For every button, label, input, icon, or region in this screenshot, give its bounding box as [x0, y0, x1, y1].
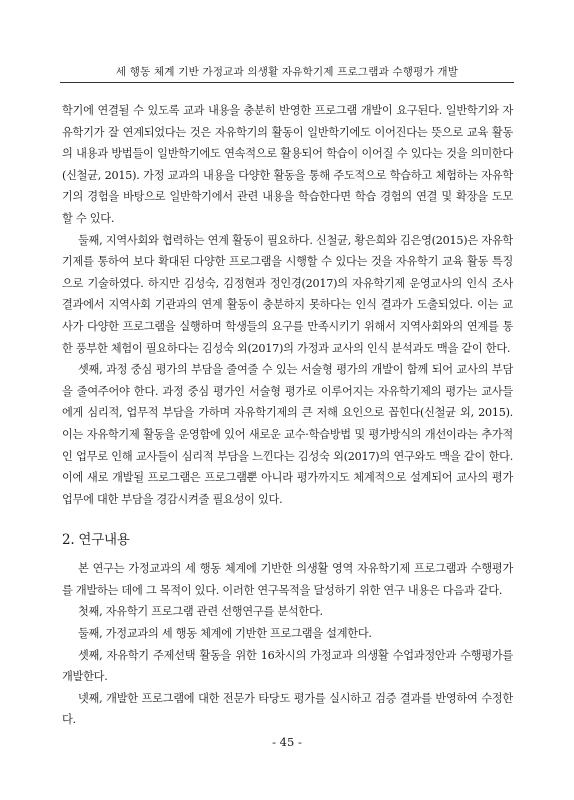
research-item-4: 넷째, 개발한 프로그램에 대한 전문가 타당도 평가를 실시하고 검증 결과를 반영하여 수정한다. [62, 691, 513, 727]
paragraph-third-point: 셋째, 과정 중심 평가의 부담을 줄여줄 수 있는 서술형 평가의 개발이 함께 되어 교사의 부담을 줄여주어야 한다. 과정 중심 평가인 서술형 평가로 이루어지는 자유학기제의 평가는 교사들에게 심리적, 업무적 부담을 가하며 자유학기제의 큰 저해 요인으로 꼽힌다(신철균 외, 2015). 이는 자유학기제 활동을 운영함에 있어 새로운 교수·학습방법 및 평가방식의 개선이라는 추가적인 업무로 인해 교사들이 심리적 부담을 느낀다는 김성숙 외(2017)의 연구와도 맥을 같이 한다. 이에 새로 개발될 프로그램은 프로그램뿐 아니라 평가까지도 체계적으로 설계되어 교사의 평가 업무에 대한 부담을 경감시켜줄 필요성이 있다. [62, 363, 513, 506]
page-number: - 45 - [272, 735, 302, 749]
research-item-2: 둘째, 가정교과의 세 행동 체계에 기반한 프로그램을 설계한다. [78, 627, 372, 641]
running-header: 세 행동 체계 기반 가정교과 의생활 자유학기제 프로그램과 수행평가 개발 [115, 66, 459, 78]
header-rule [60, 82, 514, 83]
research-item-3: 셋째, 자유학기 주제선택 활동을 위한 16차시의 가정교과 의생활 수업과정안과 수행평가를 개발한다. [62, 648, 513, 684]
research-item-1: 첫째, 자유학기 프로그램 관련 선행연구를 분석한다. [78, 605, 323, 619]
section-heading: 2. 연구내용 [62, 532, 130, 549]
section-gap [62, 510, 513, 528]
paragraph-second-point: 둘째, 지역사회와 협력하는 연계 활동이 필요하다. 신철균, 황은희와 김은영(2015)은 자유학기제를 통하여 보다 확대된 다양한 프로그램을 시행할 수 있다는 것을 자유학기 교육 활동 특징으로 기술하였다. 하지만 김성숙, 김정현과 정인경(2017)의 자유학기제 운영교사의 인식 조사 결과에서 지역사회 기관과의 연계 활동이 충분하지 못하다는 인식 결과가 도출되었다. 이는 교사가 다양한 프로그램을 실행하며 학생들의 요구를 만족시키기 위해서 지역사회와의 연계를 통한 풍부한 체험이 필요하다는 김성숙 외(2017)의 가정과 교사의 인식 분석과도 맥을 같이 한다. [62, 233, 513, 355]
paragraph-continuation: 학기에 연결될 수 있도록 교과 내용을 충분히 반영한 프로그램 개발이 요구된다. 일반학기와 자유학기가 잘 연계되었다는 것은 자유학기의 활동이 일반학기에도 이어진다는 뜻으로 교육 활동의 내용과 방법들이 일반학기에도 연속적으로 활용되어 학습이 이어질 수 있다는 것을 의미한다(신철균, 2015). 가정 교과의 내용을 다양한 활동을 통해 주도적으로 학습하고 체험하는 자유학기의 경험을 바탕으로 일반학기에서 관련 내용을 학습한다면 학습 경험의 연결 및 확장을 도모할 수 있다. [62, 104, 513, 225]
page-body [62, 100, 513, 731]
paragraph-research-purpose: 본 연구는 가정교과의 세 행동 체계에 기반한 의생활 영역 자유학기제 프로그램과 수행평가를 개발하는 데에 그 목적이 있다. 이러한 연구목적을 달성하기 위한 연구 내용은 다음과 같다. [62, 562, 513, 597]
